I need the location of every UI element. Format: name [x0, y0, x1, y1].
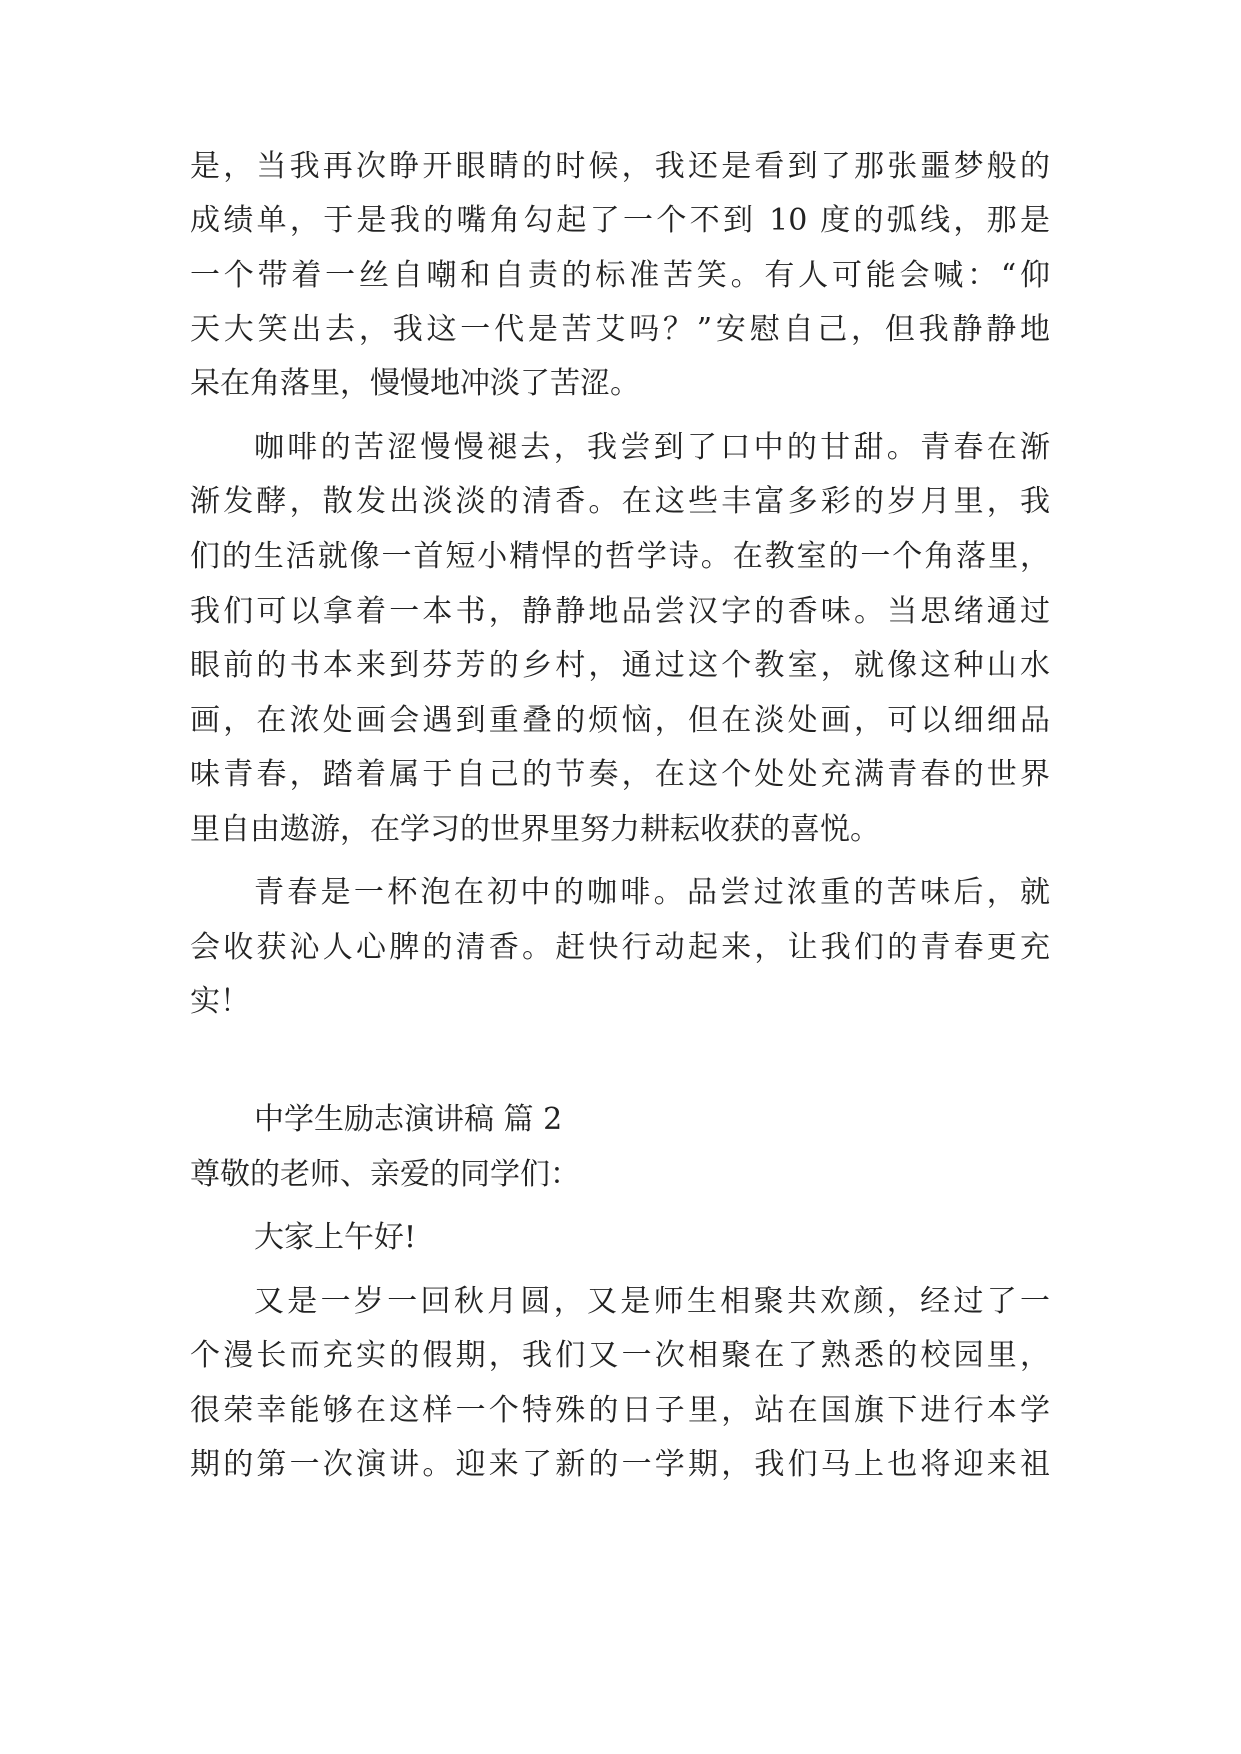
- text-line: 个漫长而充实的假期，我们又一次相聚在了熟悉的校园里，: [190, 1338, 1050, 1373]
- text-line: 呆在角落里，慢慢地冲淡了苦涩。: [190, 366, 640, 401]
- text-line: 实！: [190, 984, 250, 1019]
- text-line: 又是一岁一回秋月圆，又是师生相聚共欢颜，经过了一: [254, 1284, 1050, 1319]
- text-line: 成绩单，于是我的嘴角勾起了一个不到 10 度的弧线，那是: [190, 203, 1050, 238]
- text-line: 期的第一次演讲。迎来了新的一学期，我们马上也将迎来祖: [190, 1447, 1050, 1482]
- text-line: 青春是一杯泡在初中的咖啡。品尝过浓重的苦味后，就: [254, 875, 1050, 910]
- text-line: 很荣幸能够在这样一个特殊的日子里，站在国旗下进行本学: [190, 1393, 1050, 1428]
- greeting: 大家上午好!: [254, 1220, 417, 1255]
- text-line: 画，在浓处画会遇到重叠的烦恼，但在淡处画，可以细细品: [190, 703, 1050, 738]
- text-line: 渐发酵，散发出淡淡的清香。在这些丰富多彩的岁月里，我: [190, 484, 1050, 519]
- text-line: 是，当我再次睁开眼睛的时候，我还是看到了那张噩梦般的: [190, 149, 1050, 184]
- section-title: 中学生励志演讲稿 篇 2: [254, 1102, 563, 1137]
- text-line: 天大笑出去，我这一代是苦艾吗？”安慰自己，但我静静地: [190, 312, 1050, 347]
- text-line: 里自由遨游，在学习的世界里努力耕耘收获的喜悦。: [190, 812, 880, 847]
- text-line: 我们可以拿着一本书，静静地品尝汉字的香味。当思绪通过: [190, 594, 1050, 629]
- text-line: 味青春，踏着属于自己的节奏，在这个处处充满青春的世界: [190, 757, 1050, 792]
- text-line: 会收获沁人心脾的清香。赶快行动起来，让我们的青春更充: [190, 930, 1050, 965]
- text-line: 咖啡的苦涩慢慢褪去，我尝到了口中的甘甜。青春在渐: [254, 430, 1050, 465]
- text-line: 眼前的书本来到芬芳的乡村，通过这个教室，就像这种山水: [190, 648, 1050, 683]
- text-line: 们的生活就像一首短小精悍的哲学诗。在教室的一个角落里，: [190, 539, 1050, 574]
- salutation: 尊敬的老师、亲爱的同学们：: [190, 1157, 580, 1192]
- text-line: 一个带着一丝自嘲和自责的标准苦笑。有人可能会喊：“仰: [190, 258, 1050, 293]
